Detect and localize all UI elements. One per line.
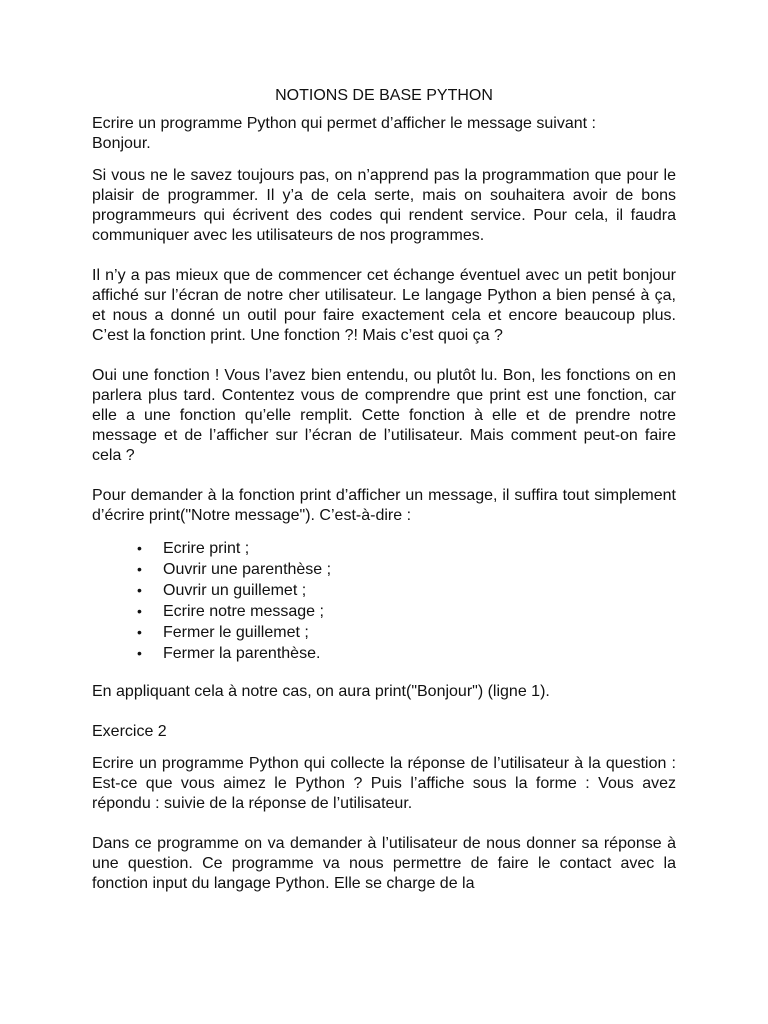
list-item bbox=[137, 601, 676, 622]
bullet-icon: • bbox=[137, 624, 142, 640]
bullet-icon: • bbox=[137, 603, 142, 619]
document-title: NOTIONS DE BASE PYTHON bbox=[275, 87, 493, 104]
exercise2-heading: Exercice 2 bbox=[92, 723, 167, 740]
step-text: Ouvrir un guillemet ; bbox=[163, 582, 307, 599]
list-item bbox=[137, 580, 676, 601]
paragraph-2: Il n’y a pas mieux que de commencer cet échange éventuel avec un petit bonjour affiché sur l’écran de notre cher utilisateur. Le langage Python a bien pensé à ça, et nous a donné un outil pour faire exactement cela et encore beaucoup plus. C’est la fonction print. Une fonction ?! Mais c’est quoi ça ? bbox=[92, 267, 676, 344]
paragraph-5: En appliquant cela à notre cas, on aura print("Bonjour") (ligne 1). bbox=[92, 683, 550, 700]
paragraph-3: Oui une fonction ! Vous l’avez bien entendu, ou plutôt lu. Bon, les fonctions on en parlera plus tard. Contentez vous de comprendre que print est une fonction, car elle a une fonction qu’elle remplit. Cette fonction à elle et de prendre notre message et de l’afficher sur l’écran de l’utilisateur. Mais comment peut-on faire cela ? bbox=[92, 367, 676, 464]
step-text: Ecrire notre message ; bbox=[163, 603, 324, 620]
paragraph-4: Pour demander à la fonction print d’afficher un message, il suffira tout simplement d’écrire print("Notre message"). C’est-à-dire : bbox=[92, 487, 676, 524]
step-text: Fermer le guillemet ; bbox=[163, 624, 309, 641]
paragraph-1: Si vous ne le savez toujours pas, on n’apprend pas la programmation que pour le plaisir de programmer. Il y’a de cela serte, mais on souhaitera avoir de bons programmeurs qui écrivent des codes qui rendent service. Pour cela, il faudra communiquer avec les utilisateurs de nos programmes. bbox=[92, 167, 676, 244]
bullet-icon: • bbox=[137, 582, 142, 598]
step-text: Ecrire print ; bbox=[163, 540, 250, 557]
exercise1-prompt: Ecrire un programme Python qui permet d’afficher le message suivant : Bonjour. bbox=[92, 115, 596, 152]
bullet-icon: • bbox=[137, 561, 142, 577]
paragraph-6: Dans ce programme on va demander à l’utilisateur de nous donner sa réponse à une question. Ce programme va nous permettre de faire le contact avec la fonction input du langage Python. Elle se charge de la bbox=[92, 835, 676, 892]
list-item bbox=[137, 559, 676, 580]
step-text: Fermer la parenthèse. bbox=[163, 645, 321, 662]
bullet-icon: • bbox=[137, 645, 142, 661]
steps-list bbox=[92, 538, 676, 664]
exercise2-prompt: Ecrire un programme Python qui collecte la réponse de l’utilisateur à la question : Est-ce que vous aimez le Python ? Puis l’affiche sous la forme : Vous avez répondu : suivie de la réponse de l’utilisateur. bbox=[92, 755, 676, 812]
list-item bbox=[137, 622, 676, 643]
list-item bbox=[137, 538, 676, 559]
step-text: Ouvrir une parenthèse ; bbox=[163, 561, 332, 578]
list-item bbox=[137, 643, 676, 664]
document-page bbox=[92, 86, 676, 914]
bullet-icon: • bbox=[137, 540, 142, 556]
